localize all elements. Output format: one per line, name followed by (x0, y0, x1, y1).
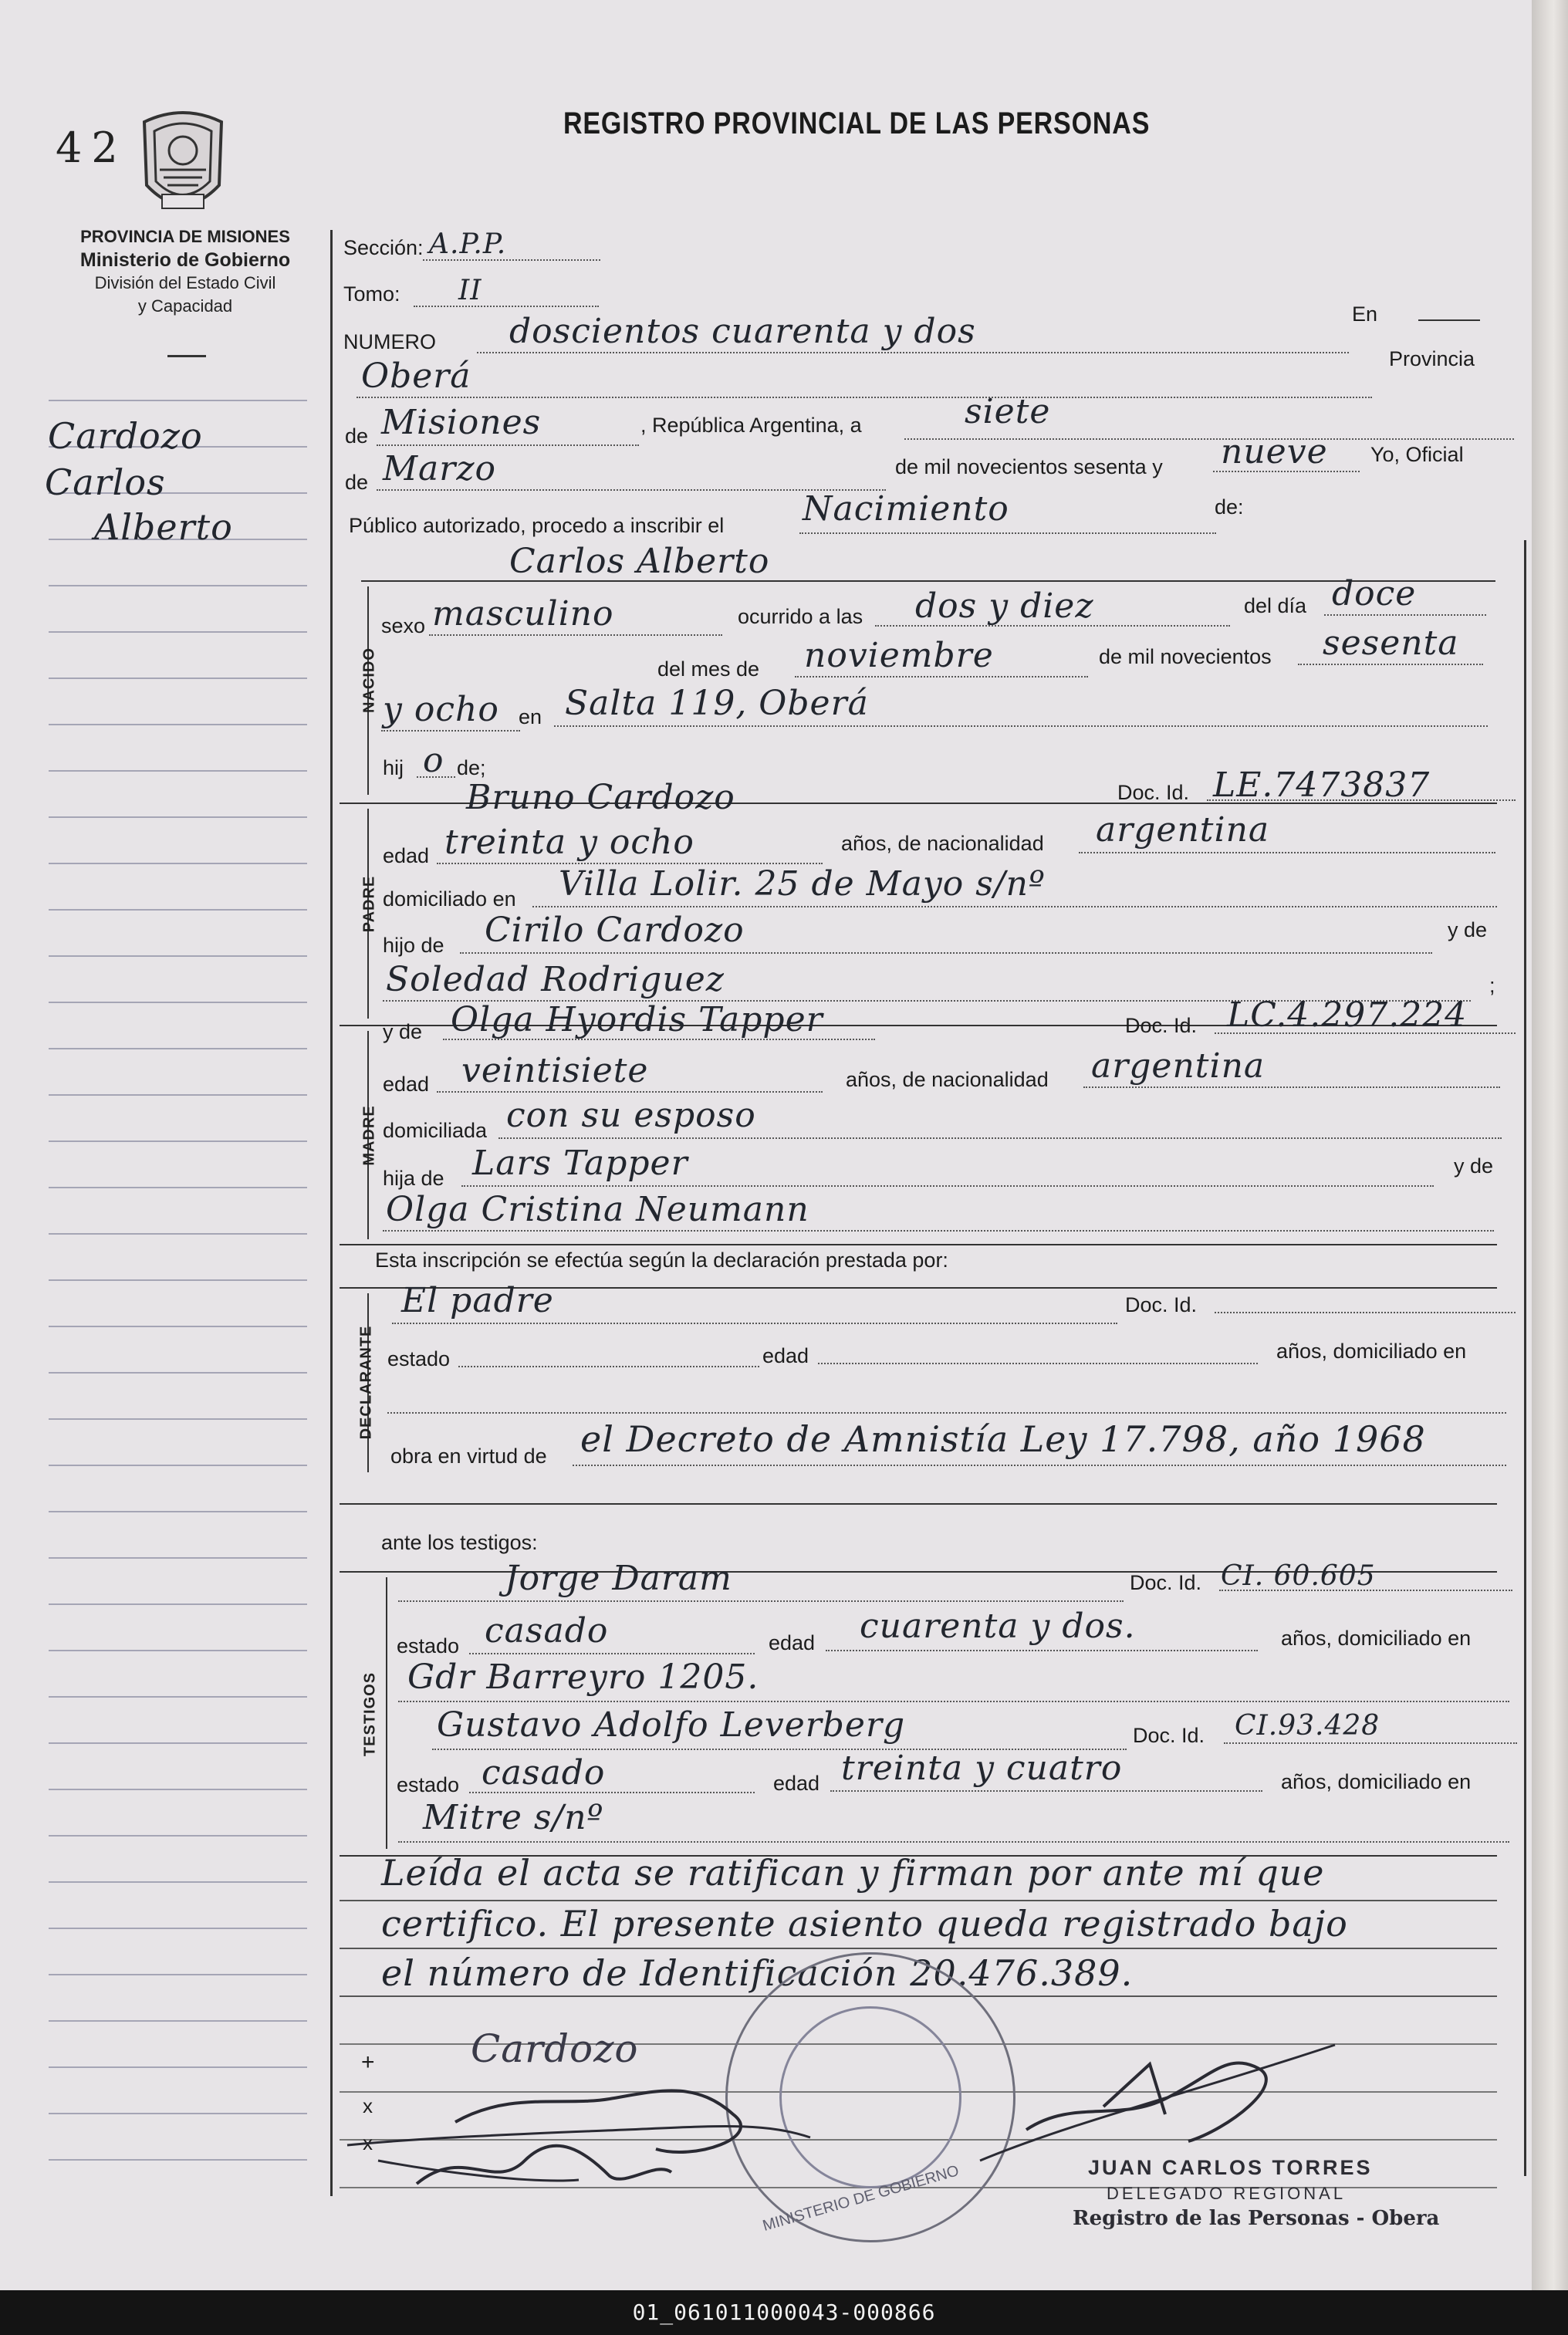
header-division: División del Estado Civil (94, 273, 276, 292)
x-mark-2: x (363, 2131, 373, 2154)
hij-value: o (423, 741, 444, 780)
testigo1-anios-label: años, domiciliado en (1281, 1627, 1472, 1650)
padre-label: PADRE (360, 875, 378, 933)
declarante-doc-label: Doc. Id. (1125, 1293, 1198, 1316)
republica-label: , República Argentina, a (640, 414, 862, 437)
padre-name: Bruno Cardozo (466, 778, 735, 817)
year-value: nueve (1221, 432, 1328, 471)
testigo1-doc: CI. 60.605 (1221, 1560, 1376, 1592)
testigo2-estado-label: estado (397, 1773, 460, 1796)
provincial-seal (133, 108, 233, 222)
madre-doc-value: LC.4.297.224 (1227, 995, 1468, 1035)
place-value: Oberá (361, 357, 471, 396)
closing-line3: el número de Identificación 20.476.389. (381, 1952, 1134, 1994)
numero-value: doscientos cuarenta y dos (509, 312, 976, 351)
official-role: DELEGADO REGIONAL (1107, 2184, 1347, 2203)
official-office: Registro de las Personas - Obera (1073, 2207, 1440, 2230)
page-edge (1532, 0, 1568, 2290)
madre-edad-label: edad (383, 1073, 430, 1096)
declarante-anios-label: años, domiciliado en (1276, 1340, 1467, 1363)
padre-edad-label: edad (383, 844, 430, 867)
header-underline (167, 355, 206, 357)
nacido-mil-label: de mil novecientos (1099, 645, 1272, 668)
madre-label: MADRE (360, 1105, 378, 1166)
closing-line1: Leída el acta se ratifican y firman por ante mí que (381, 1852, 1325, 1894)
yo-label: Yo, Oficial (1370, 443, 1464, 466)
padre-doc-label: Doc. Id. (1117, 781, 1190, 804)
header-capacity: y Capacidad (137, 296, 233, 316)
testigos-label: TESTIGOS (361, 1671, 379, 1757)
madre-hija-label: hija de (383, 1167, 444, 1190)
department-header (39, 225, 332, 318)
padre-hijo-label: hijo de (383, 934, 444, 957)
declarante-label: DECLARANTE (357, 1325, 375, 1440)
x-mark-1: x (363, 2094, 373, 2117)
lugar-value: Salta 119, Oberá (565, 684, 869, 723)
margin-surname: Cardozo (48, 415, 203, 457)
mes-value: noviembre (804, 636, 994, 675)
day-value: siete (965, 392, 1051, 431)
header-ministry: Ministerio de Gobierno (79, 249, 291, 271)
madre-dom-value: con su esposo (506, 1096, 756, 1135)
dia-value: doce (1332, 574, 1417, 613)
del-mes-label: del mes de (657, 657, 760, 681)
madre-name: Olga Hyordis Tapper (451, 1000, 823, 1039)
padre-edad-value: treinta y ocho (444, 823, 694, 862)
madre-hija-value: Lars Tapper (472, 1144, 688, 1183)
signature-cardozo: Cardozo (471, 2026, 639, 2071)
padre-dom-value: Villa Lolir. 25 de Mayo s/nº (559, 864, 1046, 904)
testigo2-estado: casado (482, 1753, 606, 1793)
anio2-value: y ocho (383, 690, 499, 729)
hora-value: dos y diez (915, 586, 1094, 626)
declarante-name: El padre (401, 1281, 554, 1320)
testigo2-anios-label: años, domiciliado en (1281, 1770, 1472, 1793)
testigo1-estado-label: estado (397, 1634, 460, 1657)
margin-firstname: Carlos (45, 461, 166, 503)
padre-yde-label: y de (1448, 918, 1488, 941)
madre-doc-label: Doc. Id. (1125, 1014, 1198, 1037)
de-colon-label: de: (1215, 495, 1244, 519)
padre-nac-label: años, de nacionalidad (841, 832, 1044, 855)
testigo1-dom: Gdr Barreyro 1205. (407, 1657, 759, 1697)
obra-value: el Decreto de Amnistía Ley 17.798, año 1968 (580, 1418, 1426, 1460)
numero-label: NUMERO (343, 330, 436, 353)
en-label: En (1352, 302, 1378, 326)
ocurrido-label: ocurrido a las (738, 605, 863, 628)
closing-line2: certifico. El presente asiento queda registrado bajo (381, 1903, 1348, 1945)
madre-yde-label: y de (383, 1020, 423, 1043)
madre-nac-value: argentina (1091, 1046, 1266, 1086)
act-value: Nacimiento (803, 489, 1009, 529)
testigo1-edad: cuarenta y dos. (860, 1607, 1136, 1646)
testigo2-edad-label: edad (773, 1772, 820, 1795)
madre-yde2-label: y de (1454, 1154, 1494, 1178)
madre-dom-label: domiciliada (383, 1119, 488, 1142)
nacido-name: Carlos Alberto (509, 542, 770, 581)
main-right-border (1524, 540, 1526, 2176)
nacido-en-label: en (519, 705, 542, 728)
declarante-top-line (340, 1244, 1497, 1245)
padre-madre-value: Soledad Rodriguez (386, 960, 725, 999)
padre-hijo-value: Cirilo Cardozo (485, 911, 745, 950)
testigo1-estado: casado (485, 1611, 609, 1651)
hij-de-label: de; (457, 756, 486, 779)
mil-label: de mil novecientos sesenta y (895, 455, 1163, 478)
declarante-estado-label: estado (387, 1347, 451, 1370)
padre-nac-value: argentina (1096, 810, 1270, 850)
testigo1-doc-label: Doc. Id. (1130, 1571, 1202, 1594)
de-label: de (345, 424, 369, 448)
del-dia-label: del día (1244, 594, 1307, 617)
seccion-value: A.P.P. (429, 228, 507, 260)
publico-label: Público autorizado, procedo a inscribir el (349, 514, 725, 537)
hij-label: hij (383, 756, 404, 779)
padre-dom-label: domiciliado en (383, 887, 516, 911)
testigo2-doc-label: Doc. Id. (1133, 1724, 1205, 1747)
testigos-intro: ante los testigos: (381, 1531, 538, 1554)
testigo2-name: Gustavo Adolfo Leverberg (437, 1705, 906, 1745)
sexo-value: masculino (432, 594, 614, 634)
testigo1-name: Jorge Daram (505, 1559, 732, 1598)
header-province: PROVINCIA DE MISIONES (80, 227, 290, 246)
testigo2-dom: Mitre s/nº (423, 1798, 604, 1837)
obra-label: obra en virtud de (390, 1445, 547, 1468)
scan-file-id: 01_061011000043-000866 (632, 2300, 936, 2325)
tomo-value: II (458, 275, 482, 306)
de2-label: de (345, 471, 369, 494)
declarante-edad-label: edad (762, 1344, 809, 1367)
madre-madre-value: Olga Cristina Neumann (386, 1190, 809, 1229)
madre-edad-value: veintisiete (461, 1051, 649, 1090)
padre-semicolon: ; (1489, 974, 1495, 997)
testigos-top-line (340, 1503, 1497, 1505)
seccion-label: Sección: (343, 236, 424, 259)
provincia-value: Misiones (381, 403, 542, 442)
stamp-text: MINISTERIO DE GOBIERNO (760, 2162, 961, 2235)
testigo2-edad: treinta y cuatro (841, 1749, 1123, 1788)
nacido-label: NACIDO (360, 647, 378, 713)
official-name: JUAN CARLOS TORRES (1088, 2156, 1373, 2179)
cross-mark: + (361, 2049, 375, 2075)
padre-doc-value: LE.7473837 (1213, 765, 1431, 805)
testigo2-doc: CI.93.428 (1235, 1710, 1380, 1742)
page-number: 42 (56, 123, 127, 172)
declarante-intro: Esta inscripción se efectúa según la declaración prestada por: (375, 1249, 948, 1272)
tomo-label: Tomo: (343, 282, 400, 306)
document-title: REGISTRO PROVINCIAL DE LAS PERSONAS (563, 106, 1151, 140)
testigo1-edad-label: edad (769, 1631, 816, 1654)
provincia-label: Provincia (1389, 347, 1475, 370)
main-left-border (330, 230, 333, 2196)
margin-middlename: Alberto (94, 506, 233, 548)
madre-nac-label: años, de nacionalidad (846, 1068, 1049, 1091)
anio-value: sesenta (1323, 623, 1459, 663)
month-value: Marzo (383, 449, 496, 488)
sexo-label: sexo (381, 614, 426, 637)
